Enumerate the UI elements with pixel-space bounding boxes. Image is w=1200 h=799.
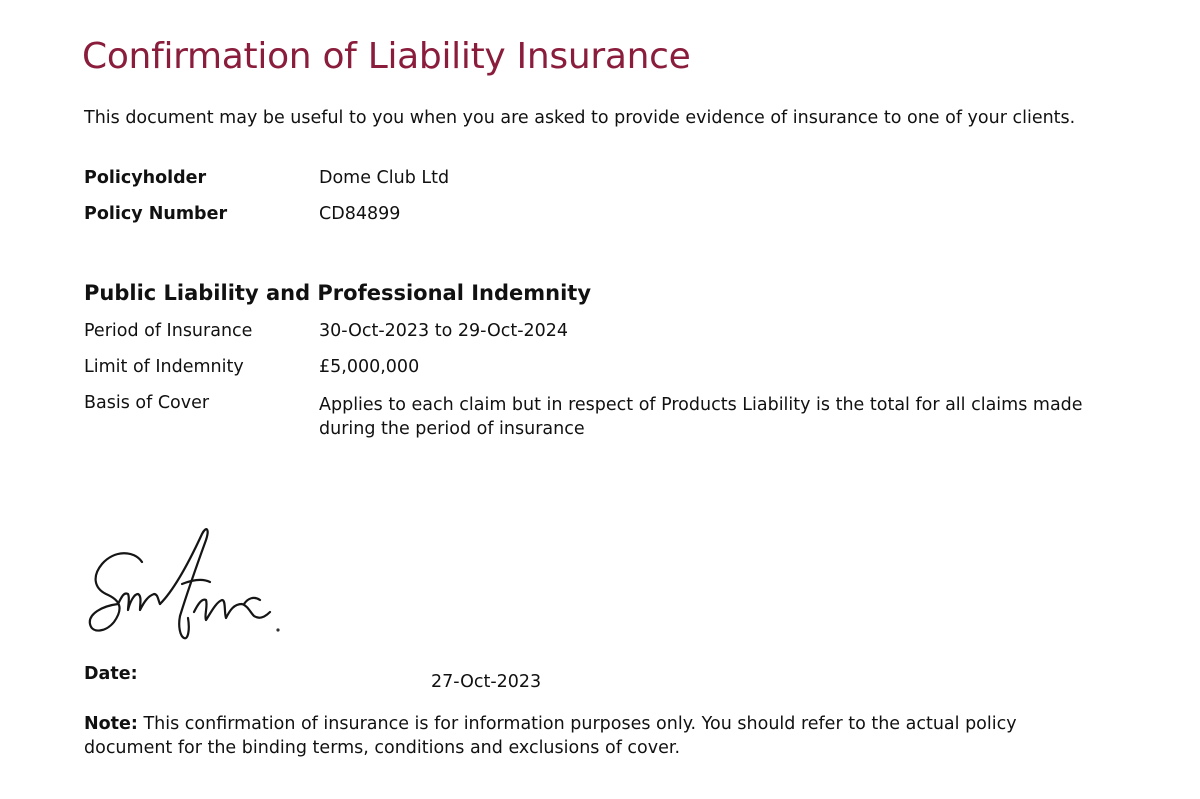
note-body: This confirmation of insurance is for information purposes only. You should refer to the actual policy document for the binding terms, conditions and exclusions of cover. [84, 714, 1017, 758]
cover-section-heading: Public Liability and Professional Indemnity [84, 281, 592, 305]
period-of-insurance-value: 30-Oct-2023 to 29-Oct-2024 [319, 321, 569, 341]
limit-of-indemnity-value: £5,000,000 [319, 357, 420, 377]
basis-of-cover-label: Basis of Cover [84, 393, 210, 413]
note-text [84, 712, 1084, 760]
policy-number-label: Policy Number [84, 204, 228, 224]
date-value: 27-Oct-2023 [431, 672, 542, 692]
policyholder-label: Policyholder [84, 168, 207, 188]
intro-text: This document may be useful to you when you are asked to provide evidence of insurance to one of your clients. [84, 108, 1076, 128]
page-title: Confirmation of Liability Insurance [82, 36, 691, 77]
handwritten-signature-icon [84, 520, 304, 650]
basis-of-cover-value: Applies to each claim but in respect of Products Liability is the total for all claims made during the period of insurance [319, 395, 1083, 439]
period-of-insurance-label: Period of Insurance [84, 321, 253, 341]
date-label: Date: [84, 664, 138, 684]
note-label: Note: [84, 714, 138, 734]
policy-number-value: CD84899 [319, 204, 401, 224]
policyholder-value: Dome Club Ltd [319, 168, 450, 188]
limit-of-indemnity-label: Limit of Indemnity [84, 357, 244, 377]
